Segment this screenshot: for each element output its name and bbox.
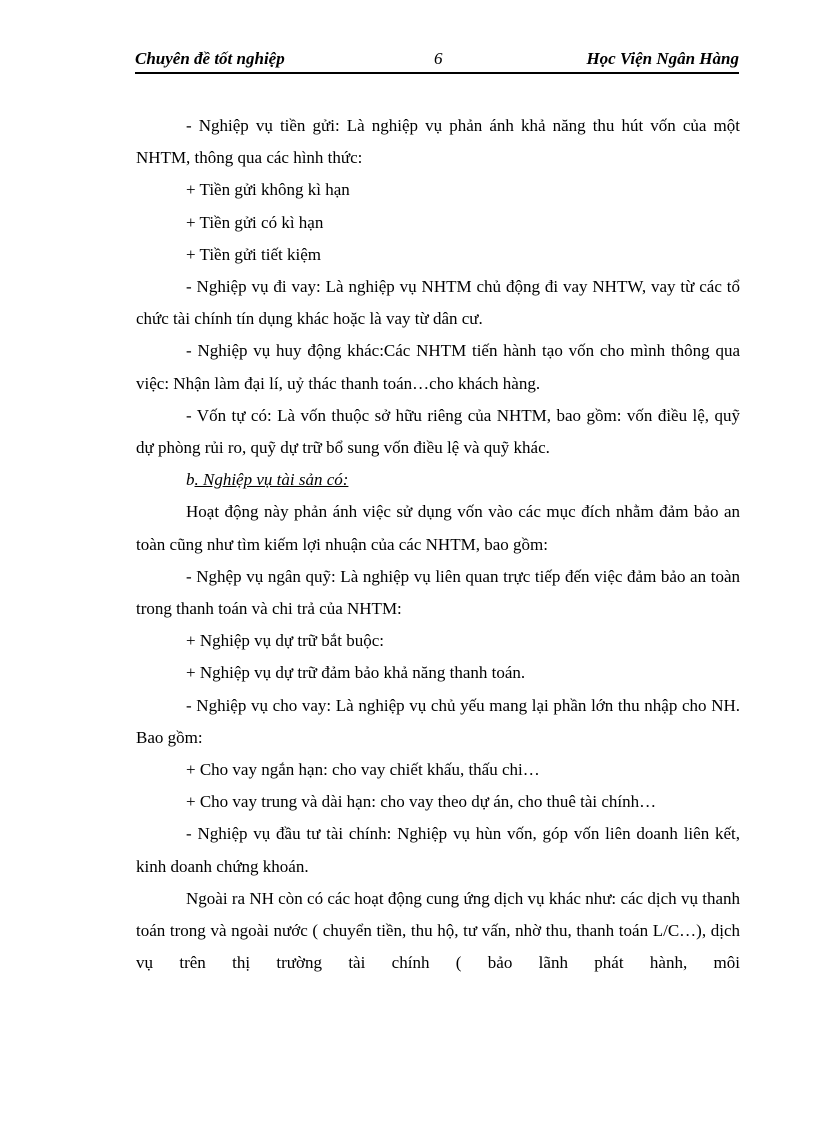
header-institution: Học Viện Ngân Hàng <box>586 49 739 68</box>
list-item-short-term-loans: + Cho vay ngắn hạn: cho vay chiết khấu, thấu chi… <box>186 760 540 780</box>
paragraph-other-services: Ngoài ra NH còn có các hoạt động cung ứng dịch vụ khác như: các dịch vụ thanh toán trong và ngoài nước ( chuyển tiền, thu hộ, tư vấn, nhờ thu, thanh toán L/C…), dịch vụ trên thị trường tài chính ( bảo lãnh phát hành, môi <box>136 888 740 973</box>
header-page-number: 6 <box>434 49 443 68</box>
paragraph-borrowing-operations: - Nghiệp vụ đi vay: Là nghiệp vụ NHTM chủ động đi vay NHTW, vay từ các tổ chức tài chính tín dụng khác hoặc là vay từ dân cư. <box>136 277 740 329</box>
section-letter: b <box>186 470 195 490</box>
paragraph-other-mobilization: - Nghiệp vụ huy động khác:Các NHTM tiến hành tạo vốn cho mình thông qua việc: Nhận làm đại lí, uỷ thác thanh toán…cho khách hàng. <box>136 341 740 393</box>
list-item-required-reserve: + Nghiệp vụ dự trữ bắt buộc: <box>186 631 384 651</box>
paragraph-lending-operations: - Nghiệp vụ cho vay: Là nghiệp vụ chủ yếu mang lại phần lớn thu nhập cho NH. Bao gồm: <box>136 695 740 747</box>
paragraph-assets-intro: Hoạt động này phản ánh việc sử dụng vốn vào các mục đích nhằm đảm bảo an toàn cũng như tìm kiếm lợi nhuận của các NHTM, bao gồm: <box>136 502 740 554</box>
paragraph-treasury-operations: - Nghệp vụ ngân quỹ: Là nghiệp vụ liên quan trực tiếp đến việc đảm bảo an toàn trong thanh toán và chi trả của NHTM: <box>136 566 740 619</box>
paragraph-own-capital: - Vốn tự có: Là vốn thuộc sở hữu riêng của NHTM, bao gồm: vốn điều lệ, quỹ dự phòng rủi ro, quỹ dự trữ bổ sung vốn điều lệ và quỹ khác. <box>136 405 740 458</box>
list-item-savings-deposit: + Tiền gửi tiết kiệm <box>186 244 321 264</box>
list-item-medium-long-term-loans: + Cho vay trung và dài hạn: cho vay theo dự án, cho thuê tài chính… <box>186 792 657 812</box>
header-document-type: Chuyên đề tốt nghiệp <box>135 49 285 68</box>
page-header <box>135 46 739 74</box>
list-item-liquidity-reserve: + Nghiệp vụ dự trữ đảm bảo khả năng thanh toán. <box>186 663 526 683</box>
paragraph-deposit-operations: - Nghiệp vụ tiền gửi: Là nghiệp vụ phản ánh khả năng thu hút vốn của một NHTM, thông qua các hình thức: <box>136 116 740 168</box>
list-item-demand-deposit: + Tiền gửi không kì hạn <box>186 180 350 200</box>
section-heading-assets <box>136 464 740 496</box>
page-body <box>136 110 740 979</box>
paragraph-financial-investment: - Nghiệp vụ đầu tư tài chính: Nghiệp vụ hùn vốn, góp vốn liên doanh liên kết, kinh doanh chứng khoán. <box>136 824 740 876</box>
list-item-term-deposit: + Tiền gửi có kì hạn <box>186 212 324 232</box>
section-title: . Nghiệp vụ tài sản có: <box>194 470 349 490</box>
